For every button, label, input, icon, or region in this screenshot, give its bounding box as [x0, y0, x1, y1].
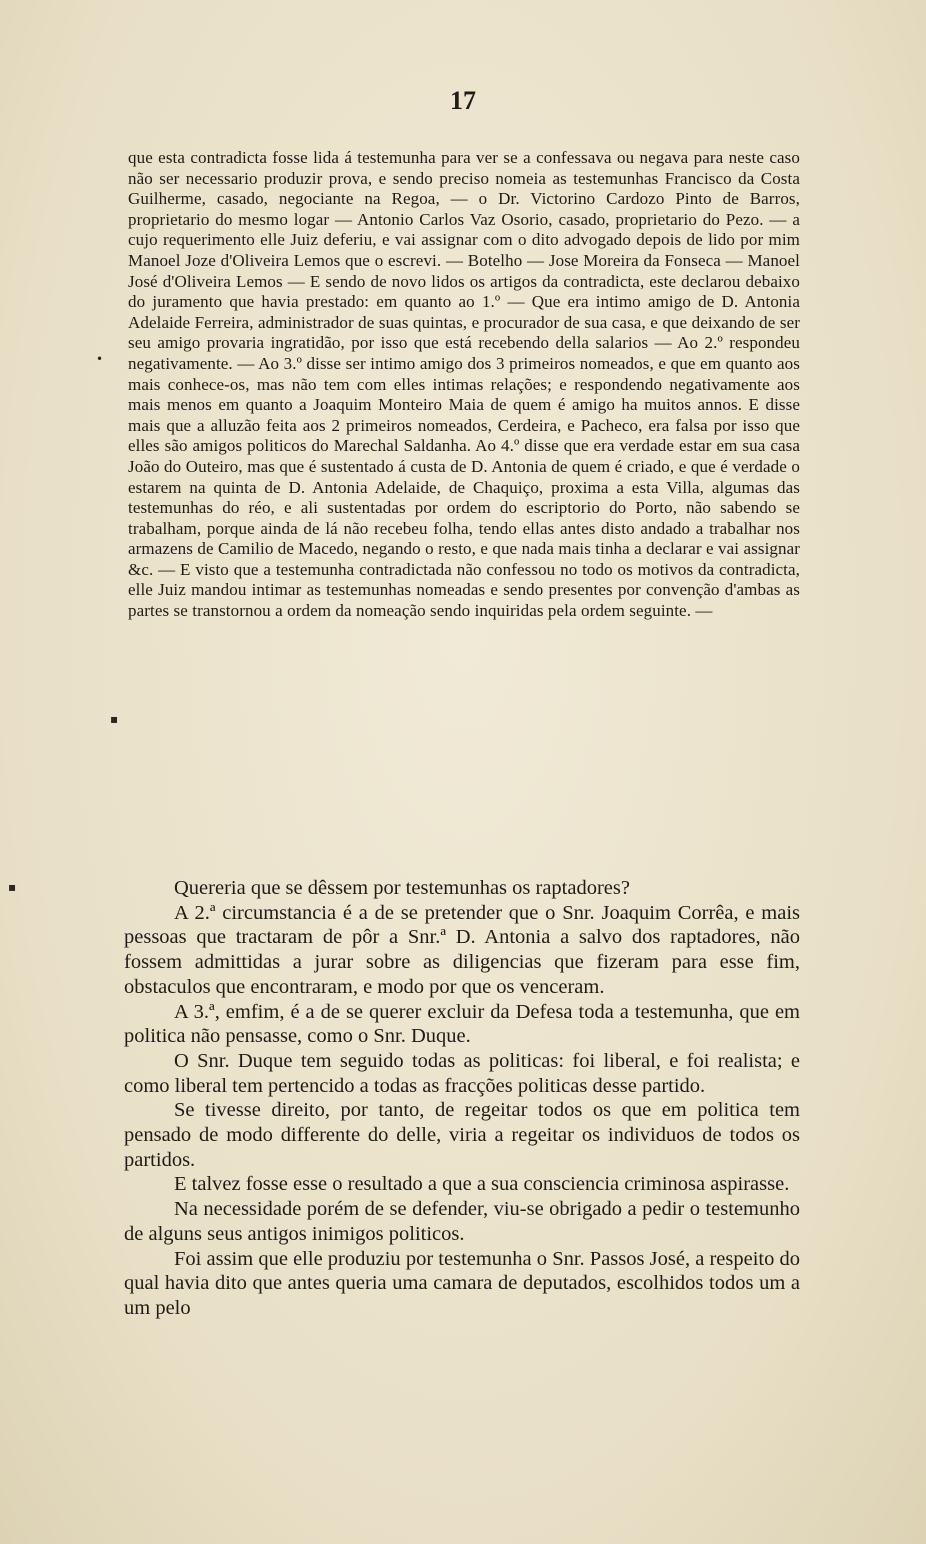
margin-mark: •	[96, 352, 104, 366]
page-number: 17	[450, 86, 476, 115]
testimony-block	[128, 148, 800, 622]
paragraph: A 2.ª circumstancia é a de se pretender que o Snr. Joaquim Corrêa, e mais pessoas que tractaram de pôr a Snr.ª D. Antonia a salvo dos raptadores, não fossem admittidas a jurar sobre as diligencias que fizeram para esse fim, obstaculos que encontraram, e modo por que os venceram.	[124, 901, 800, 998]
paragraph: Na necessidade porém de se defender, viu-se obrigado a pedir o testemunho de alguns seus antigos inimigos politicos.	[124, 1198, 800, 1245]
margin-mark: ▪	[8, 880, 17, 894]
margin-mark: ▪	[110, 712, 119, 726]
paragraph: Se tivesse direito, por tanto, de regeitar todos os que em politica tem pensado de modo differente do delle, viria a regeitar os individuos de todos os partidos.	[124, 1099, 800, 1171]
paragraph: Quereria que se dêssem por testemunhas os raptadores?	[174, 877, 630, 899]
paragraph: O Snr. Duque tem seguido todas as politicas: foi liberal, e foi realista; e como liberal tem pertencido a todas as fracções politicas desse partido.	[124, 1049, 800, 1097]
testimony-text: que esta contradicta fosse lida á testemunha para ver se a confessava ou negava para neste caso não ser necessario produzir prova, e sendo preciso nomeia as testemunhas Francisco da Costa Guilherme, casado, negociante na Regoa, — o Dr. Victorino Cardozo Pinto de Barros, proprietario do mesmo logar — Antonio Carlos Vaz Osorio, casado, proprietario do Pezo. — a cujo requerimento elle Juiz deferiu, e vai assignar com o dito advogado depois de lido por mim Manoel Joze d'Oliveira Lemos que o escrevi. — Botelho — Jose Moreira da Fonseca — Manoel José d'Oliveira Lemos — E sendo de novo lidos os artigos da contradicta, este declarou debaixo do juramento que havia prestado: em quanto ao 1.º — Que era intimo amigo de D. Antonia Adelaide Ferreira, administrador de suas quintas, e procurador de sua casa, e que deixando de ser seu amigo provaria ingratidão, por isso que está recebendo della salarios — Ao 2.º respondeu negativamente. — Ao 3.º disse ser intimo amigo dos 3 primeiros nomeados, e que em quanto aos mais conhece-os, mas não tem com elles intimas relações; e respondendo negativamente aos mais menos em quanto a Joaquim Monteiro Maia de quem é amigo ha muitos annos. E disse mais que a alluzão feita aos 2 primeiros nomeados, Cerdeira, e Pacheco, era falsa por isso que elles são amigos politicos do Marechal Saldanha. Ao 4.º disse que era verdade estar em sua casa João do Outeiro, mas que é sustentado á custa de D. Antonia de quem é criado, e que é verdade o estarem na quinta de D. Antonia Adelaide, de Chaquiço, proxima a esta Villa, algumas das testemunhas do réo, e ali sustentadas por ordem do escriptorio do Porto, não sabendo se trabalham, porque ainda de lá não recebeu folha, tendo ellas antes disto andado a trabalhar nos armazens de Camilio de Macedo, negando o resto, e que nada mais tinha a declarar e vai assignar &c. — E visto que a testemunha contradictada não confessou no todo os motivos da contradicta, elle Juiz mandou intimar as testemunhas nomeadas e sendo presentes por convenção d'ambas as partes se transtornou a ordem da nomeação sendo inquiridas pela ordem seguinte. —	[128, 148, 800, 621]
paragraph: A 3.ª, emfim, é a de se querer excluir da Defesa toda a testemunha, que em politica não pensasse, como o Snr. Duque.	[124, 1000, 800, 1048]
argument-block	[124, 876, 800, 1321]
paragraph: E talvez fosse esse o resultado a que a sua consciencia criminosa aspirasse.	[174, 1173, 790, 1196]
paragraph: Foi assim que elle produziu por testemunha o Snr. Passos José, a respeito do qual havia dito que antes queria uma camara de deputados, escolhidos todos um a um pelo	[124, 1247, 800, 1319]
